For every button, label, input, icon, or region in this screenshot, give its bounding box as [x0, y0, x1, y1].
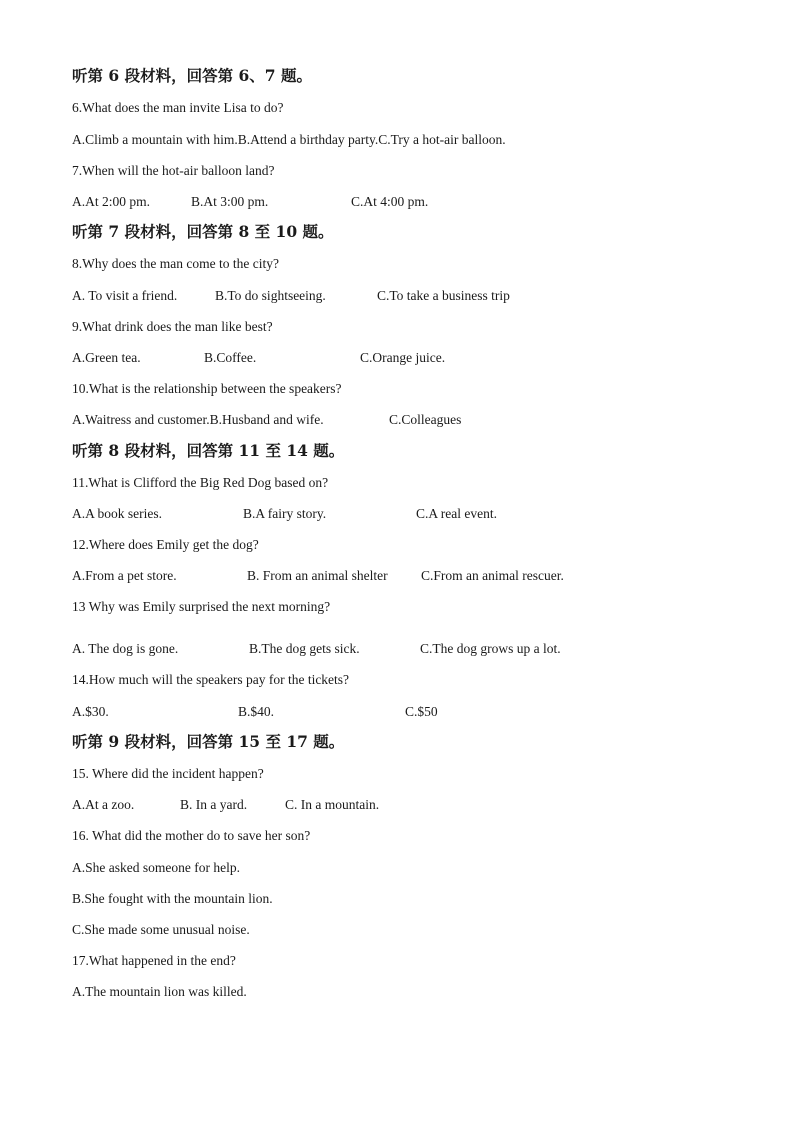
option-a: A. To visit a friend.	[72, 288, 178, 303]
question-stem: 9.What drink does the man like best?	[72, 319, 273, 334]
question-stem: 8.Why does the man come to the city?	[72, 256, 279, 271]
option-a: A. The dog is gone.	[72, 641, 179, 656]
option-b: B.$40.	[238, 704, 275, 719]
question-stem: 14.How much will the speakers pay for the tickets?	[72, 672, 350, 687]
option-a: A.She asked someone for help.	[72, 860, 240, 875]
option-b: B.To do sightseeing.	[215, 288, 326, 303]
option-c: C.$50	[405, 704, 438, 719]
section-heading: 听第 9 段材料，回答第 15 至 17 题。	[72, 732, 345, 751]
option-a: A.The mountain lion was killed.	[72, 984, 247, 999]
question-stem: 15. Where did the incident happen?	[72, 766, 264, 781]
option-b: B. From an animal shelter	[247, 568, 388, 583]
option-b: B.She fought with the mountain lion.	[72, 891, 273, 906]
option-a: A.From a pet store.	[72, 568, 177, 583]
option-c: C.At 4:00 pm.	[351, 194, 429, 209]
question-stem: 12.Where does Emily get the dog?	[72, 537, 259, 552]
option-ab: A.Waitress and customer.B.Husband and wife.	[72, 412, 324, 427]
option-c: C.She made some unusual noise.	[72, 922, 250, 937]
option-b: B. In a yard.	[180, 797, 248, 812]
option-a: A.Green tea.	[72, 350, 141, 365]
option-c: C.To take a business trip	[377, 288, 510, 303]
option-c: C.A real event.	[416, 506, 497, 521]
option-b: B.A fairy story.	[243, 506, 327, 521]
section-heading: 听第 7 段材料，回答第 8 至 10 题。	[72, 222, 334, 241]
question-stem: 17.What happened in the end?	[72, 953, 236, 968]
option-b: B.At 3:00 pm.	[191, 194, 269, 209]
option-a: A.$30.	[72, 704, 109, 719]
question-stem: 16. What did the mother do to save her son?	[72, 828, 311, 843]
question-stem: 13 Why was Emily surprised the next morning?	[72, 599, 331, 614]
option-c: C.From an animal rescuer.	[421, 568, 564, 583]
question-stem: 6.What does the man invite Lisa to do?	[72, 100, 284, 115]
option-c: C.Colleagues	[389, 412, 462, 427]
option-b: B.Coffee.	[204, 350, 257, 365]
option-b: B.The dog gets sick.	[249, 641, 360, 656]
option-line: A.Climb a mountain with him.B.Attend a birthday party.C.Try a hot-air balloon.	[72, 132, 506, 147]
question-stem: 10.What is the relationship between the speakers?	[72, 381, 342, 396]
section-heading: 听第 6 段材料，回答第 6、7 题。	[72, 66, 312, 85]
option-a: A.A book series.	[72, 506, 162, 521]
option-a: A.At 2:00 pm.	[72, 194, 151, 209]
section-heading: 听第 8 段材料，回答第 11 至 14 题。	[72, 441, 345, 460]
question-stem: 11.What is Clifford the Big Red Dog based on?	[72, 475, 329, 490]
option-a: A.At a zoo.	[72, 797, 135, 812]
option-c: C.The dog grows up a lot.	[420, 641, 561, 656]
question-stem: 7.When will the hot-air balloon land?	[72, 163, 275, 178]
option-c: C. In a mountain.	[285, 797, 380, 812]
option-c: C.Orange juice.	[360, 350, 446, 365]
